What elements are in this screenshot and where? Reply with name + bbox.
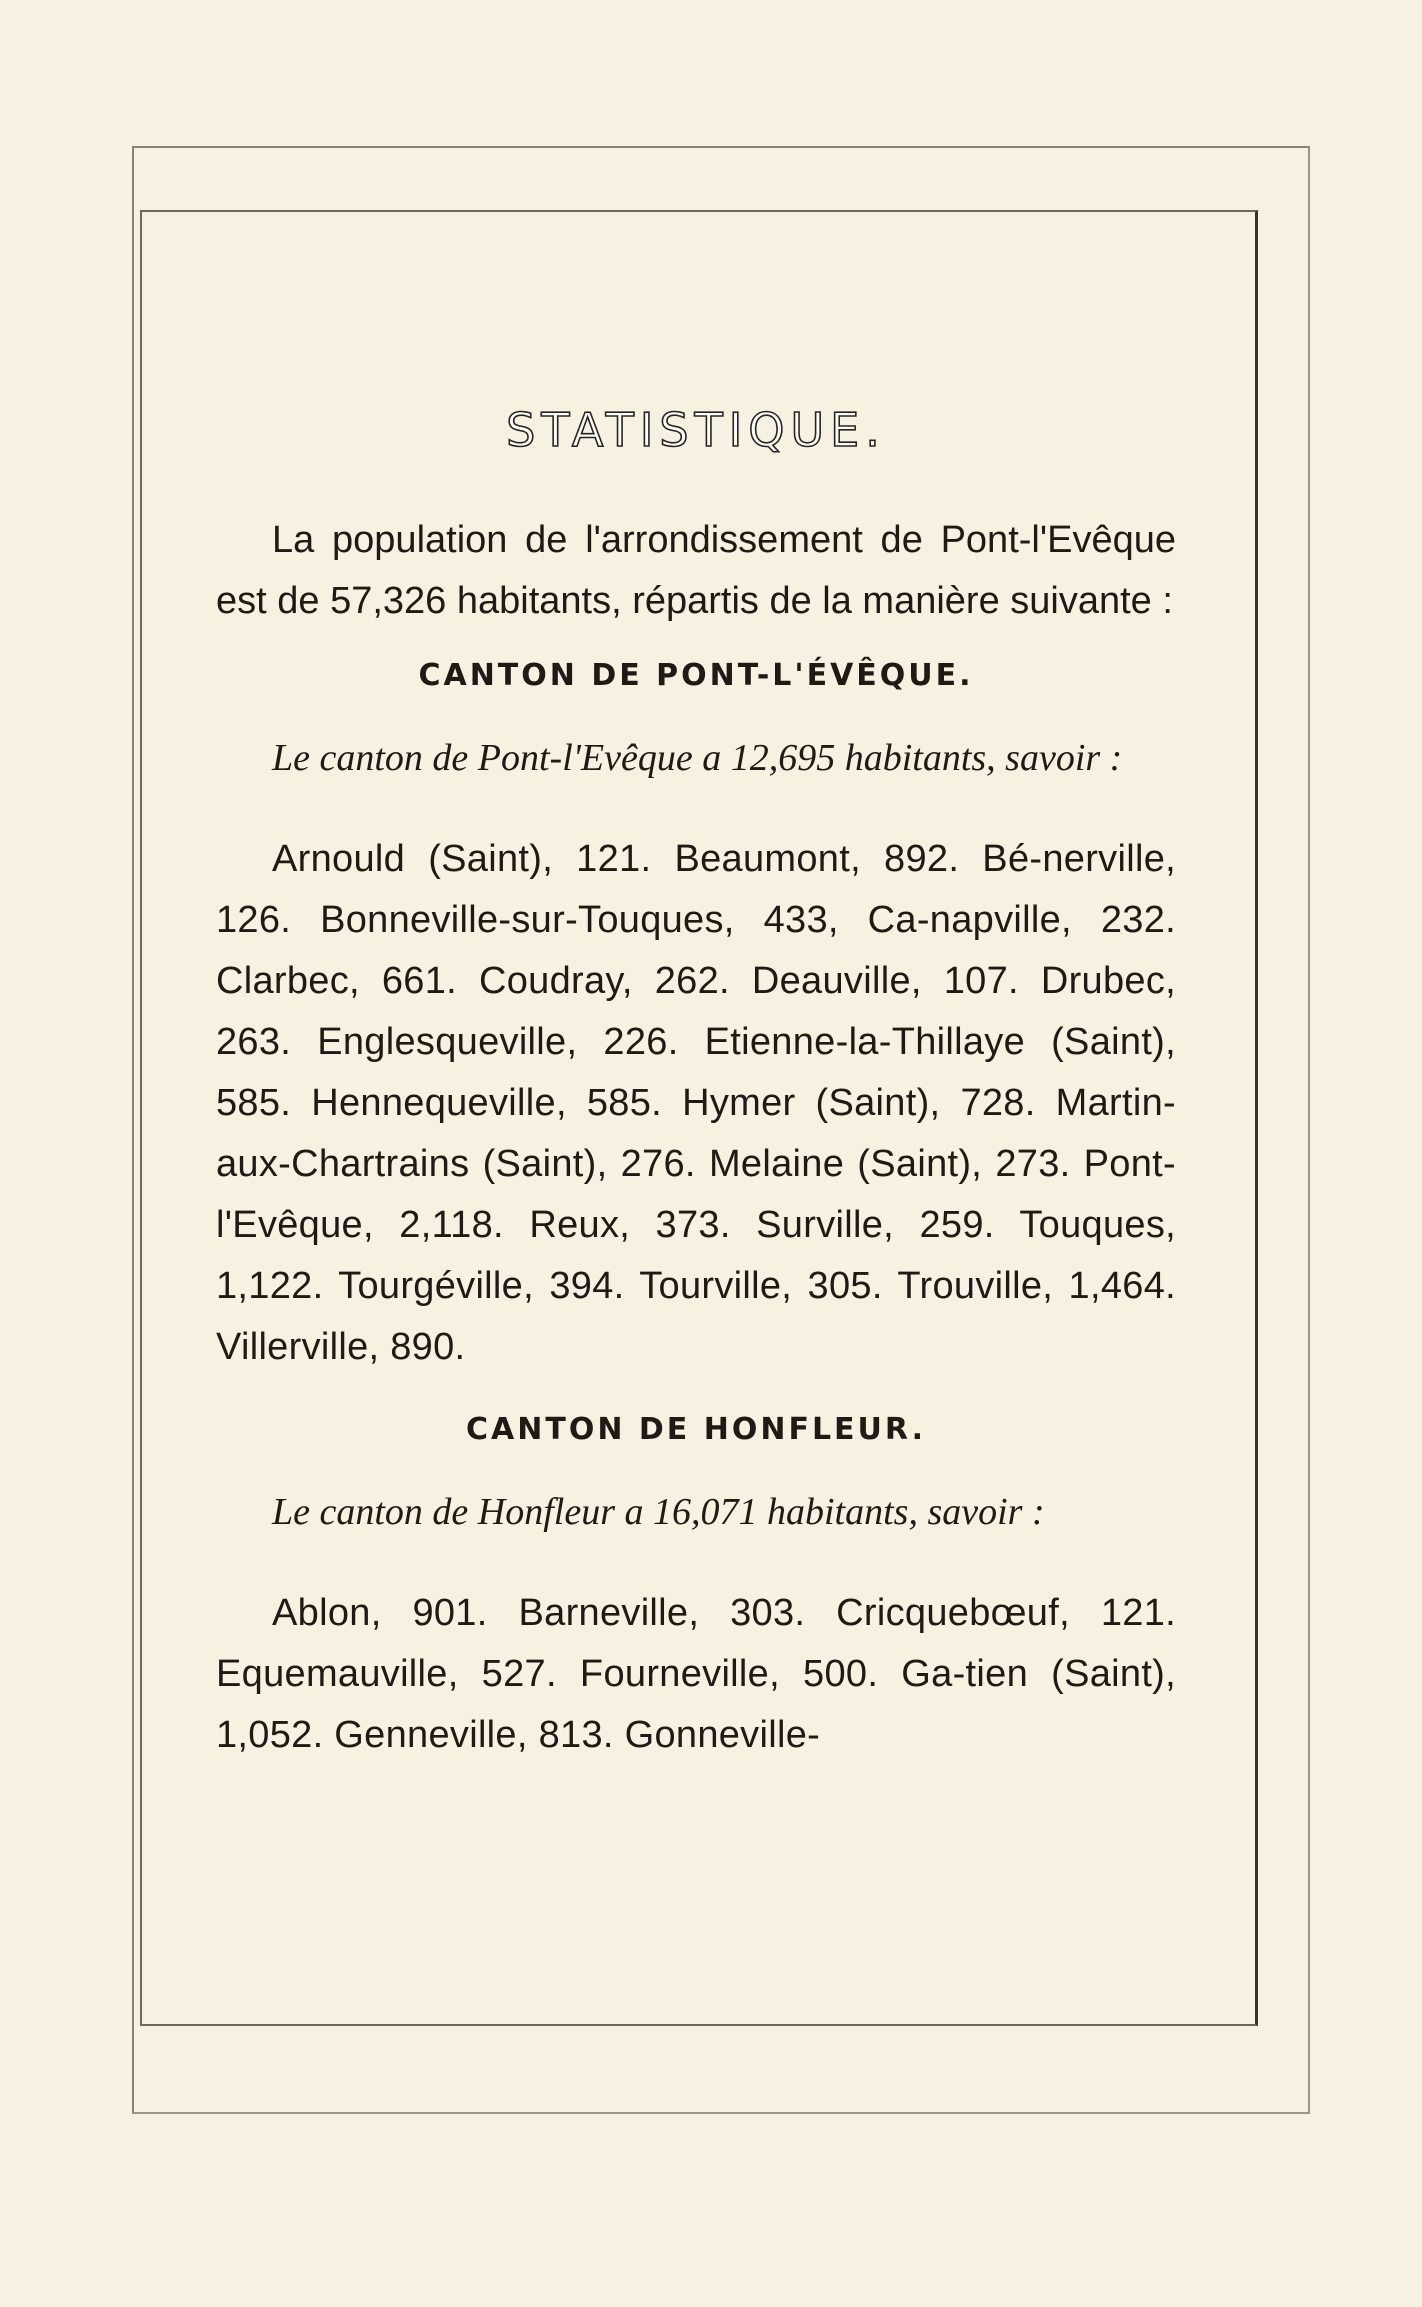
intro-paragraph: La population de l'arrondissement de Pont-l'Evêque est de 57,326 habitants, répartis de la manière suivante :	[216, 519, 1176, 622]
canton-intro-honfleur: Le canton de Honfleur a 16,071 habitants, savoir :	[272, 1491, 1045, 1533]
canton-intro-pont-leveque: Le canton de Pont-l'Evêque a 12,695 habitants, savoir :	[272, 737, 1123, 779]
canton-heading-pont-leveque: CANTON DE PONT-L'ÉVÊQUE.	[418, 658, 974, 693]
canton-heading-honfleur: CANTON DE HONFLEUR.	[466, 1412, 926, 1447]
commune-list-pont-leveque: Arnould (Saint), 121. Beaumont, 892. Bé-nerville, 126. Bonneville-sur-Touques, 433, Ca-napville, 232. Clarbec, 661. Coudray, 262. Deauville, 107. Drubec, 263. Englesqueville, 226. Etienne-la-Thillaye (Saint), 585. Hennequeville, 585. Hymer (Saint), 728. Martin-aux-Chartrains (Saint), 276. Melaine (Saint), 273. Pont-l'Evêque, 2,118. Reux, 373. Surville, 259. Touques, 1,122. Tourgéville, 394. Tourville, 305. Trouville, 1,464. Villerville, 890.	[216, 838, 1176, 1368]
commune-list-honfleur: Ablon, 901. Barneville, 303. Cricquebœuf, 121. Equemauville, 527. Fourneville, 500. Ga-tien (Saint), 1,052. Genneville, 813. Gonneville-	[216, 1592, 1176, 1756]
page-content	[216, 400, 1176, 1796]
page-title: STATISTIQUE.	[506, 403, 886, 457]
